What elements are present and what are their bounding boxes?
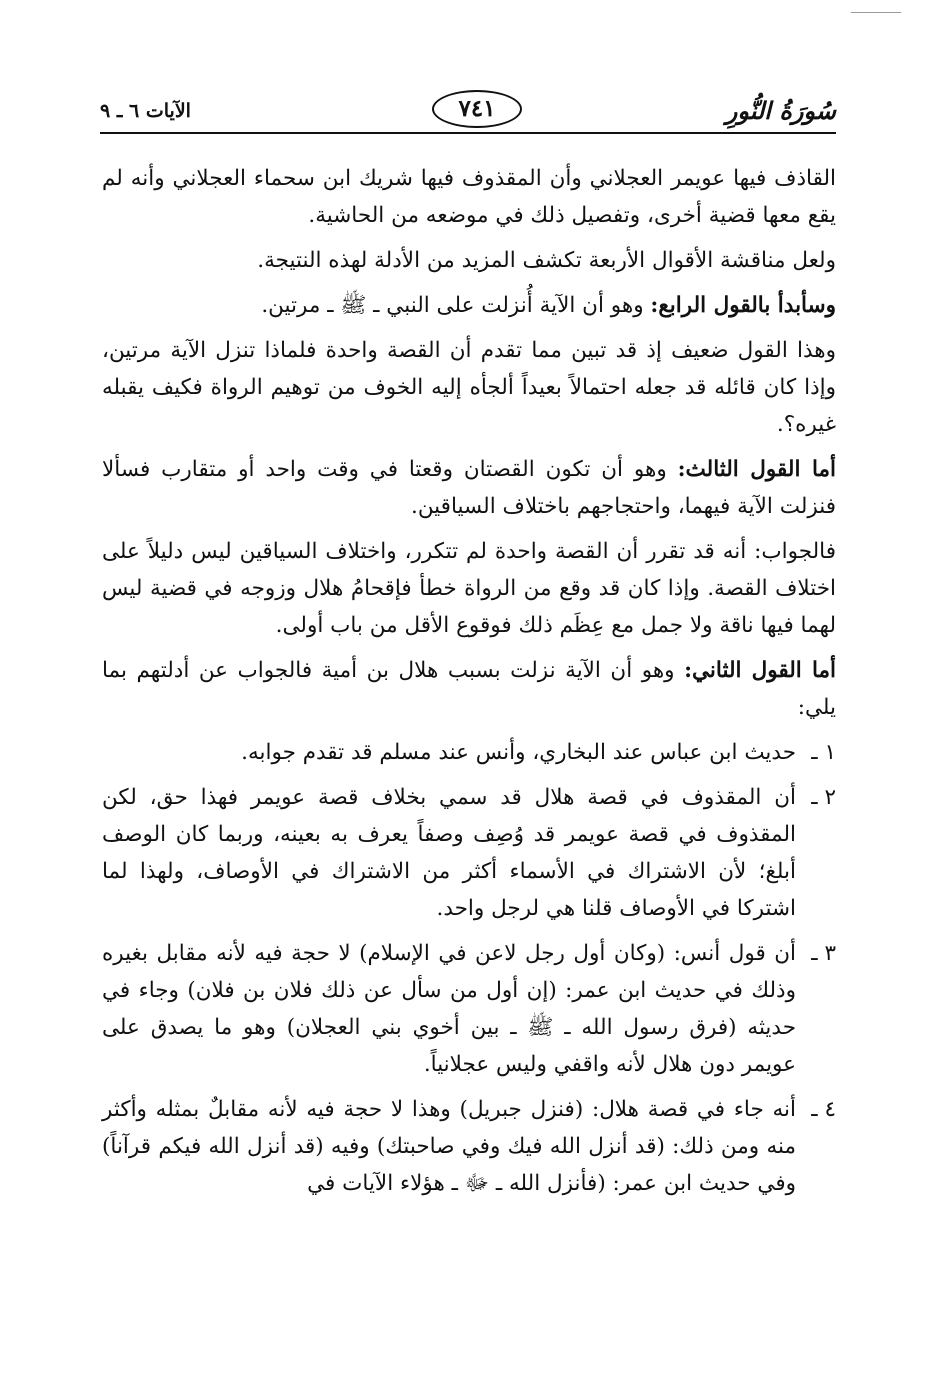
page-body	[102, 160, 836, 1210]
surah-name: سُورَةُ النُّورِ	[725, 96, 836, 125]
list-item-text: أن المقذوف في قصة هلال قد سمي بخلاف قصة عويمر فهذا حق، لكن المقذوف في قصة عويمر قد وُصِف وصفاً يعرف به بعينه، وربما كان الوصف أبلغ؛ لأن الاشتراك في الأسماء أكثر من الاشتراك في الأوصاف، ولهذا لما اشتركا في الأوصاف قلنا هي لرجل واحد.	[102, 785, 796, 921]
list-item-text: أنه جاء في قصة هلال: (فنزل جبريل) وهذا لا حجة فيه لأنه مقابلٌ بمثله وأكثر منه ومن ذلك: (قد أنزل الله فيك وفي صاحبتك) وفيه (قد أنزل الله فيكم قرآناً) وفي حديث ابن عمر: (فأنزل الله ـ ﷻ ـ هؤلاء الآيات في	[102, 1097, 796, 1196]
paragraph	[102, 242, 836, 279]
list-item	[102, 1091, 836, 1202]
paragraph-text: وهو أن الآية أُنزلت على النبي ـ ﷺ ـ مرتين.	[261, 293, 651, 318]
list-item	[102, 935, 836, 1083]
paragraph-text: وهو أن الآية نزلت بسبب هلال بن أمية فالجواب عن أدلتهم بما يلي:	[102, 658, 836, 720]
paragraph	[102, 451, 836, 525]
list-item-number: ٣ ـ	[811, 941, 836, 966]
paragraph-lead: وسأبدأ بالقول الرابع:	[650, 293, 836, 318]
header-divider	[100, 132, 836, 134]
page-header	[100, 90, 836, 138]
list-item-text: حديث ابن عباس عند البخاري، وأنس عند مسلم قد تقدم جوابه.	[241, 740, 796, 765]
list-item-text: أن قول أنس: (وكان أول رجل لاعن في الإسلام) لا حجة فيه لأنه مقابل بغيره وذلك في حديث ابن عمر: (إن أول من سأل عن ذلك فلان بن فلان) وجاء في حديثه (فرق رسول الله ـ ﷺ ـ بين أخوي بني العجلان) وهو ما يصدق على عويمر دون هلال لأنه واقفي وليس عجلانياً.	[102, 941, 796, 1077]
scan-mark	[851, 12, 901, 13]
paragraph-lead: أما القول الثالث:	[677, 457, 836, 482]
paragraph-lead: أما القول الثاني:	[684, 658, 836, 683]
paragraph	[102, 160, 836, 234]
paragraph-text: فالجواب: أنه قد تقرر أن القصة واحدة لم تتكرر، واختلاف السياقين ليس دليلاً على اختلاف القصة. وإذا كان قد وقع من الرواة خطأ فإقحامُ هلال وزوجه في قضية ليس لهما فيها ناقة ولا جمل مع عِظَم ذلك فوقوع الأقل من باب أولى.	[102, 539, 836, 638]
list-item	[102, 779, 836, 927]
paragraph	[102, 287, 836, 324]
list-item-number: ١ ـ	[811, 740, 836, 765]
list-item	[102, 734, 836, 771]
list-item-number: ٢ ـ	[811, 785, 836, 810]
paragraph	[102, 652, 836, 726]
paragraph-text: القاذف فيها عويمر العجلاني وأن المقذوف فيها شريك ابن سحماء العجلاني وأنه لم يقع معها قضية أخرى، وتفصيل ذلك في موضعه من الحاشية.	[102, 166, 836, 228]
ayat-range: الآيات ٦ ـ ٩	[100, 100, 191, 122]
paragraph	[102, 332, 836, 443]
paragraph	[102, 533, 836, 644]
page-number: ٧٤١	[432, 90, 522, 128]
paragraph-text: وهو أن تكون القصتان وقعتا في وقت واحد أو متقارب فسألا فنزلت الآية فيهما، واحتجاجهم باختلاف السياقين.	[102, 457, 836, 519]
paragraph-text: وهذا القول ضعيف إذ قد تبين مما تقدم أن القصة واحدة فلماذا تنزل الآية مرتين، وإذا كان قائله قد جعله احتمالاً بعيداً ألجأه إليه الخوف من توهيم الرواة فكيف يقبله غيره؟.	[102, 338, 836, 437]
paragraph-text: ولعل مناقشة الأقوال الأربعة تكشف المزيد من الأدلة لهذه النتيجة.	[257, 248, 836, 273]
list-item-number: ٤ ـ	[811, 1097, 836, 1122]
